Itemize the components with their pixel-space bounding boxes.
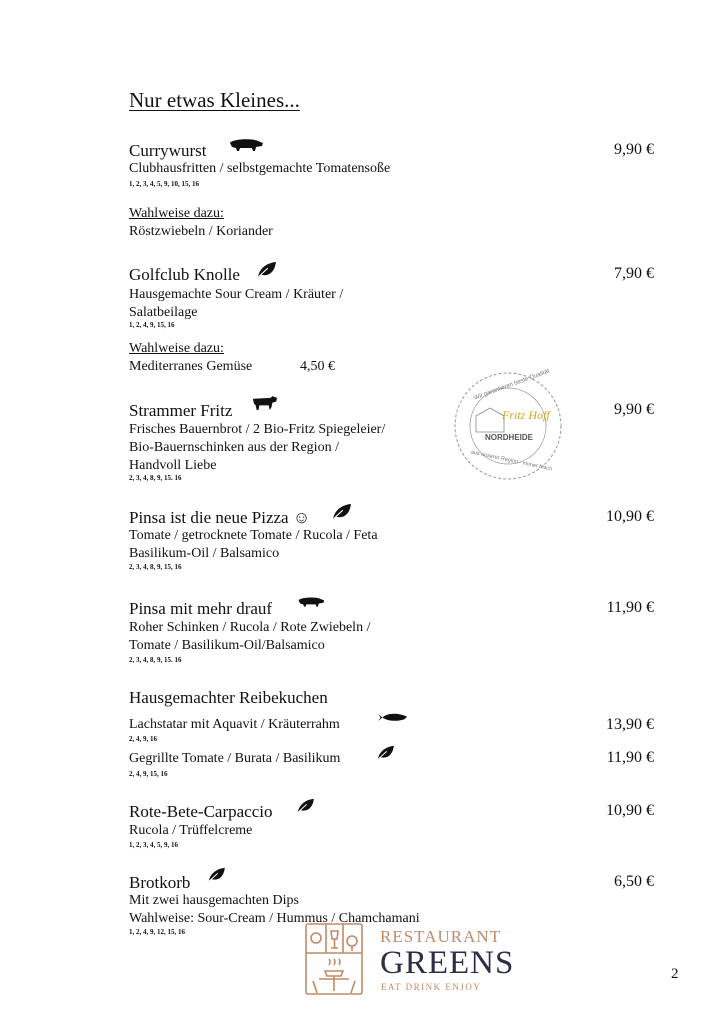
item-description: Tomate / getrocknete Tomate / Rucola / Feta [129, 528, 378, 543]
leaf-icon [330, 503, 352, 521]
option-price: 4,50 € [300, 359, 335, 374]
allergens: 2, 3, 4, 8, 9, 15. 16 [129, 474, 182, 482]
item-name: Brotkorb [129, 873, 191, 892]
item-description: Tomate / Basilikum-Oil/Balsamico [129, 638, 325, 653]
item-price: 10,90 € [606, 508, 654, 525]
option-label: Wahlweise dazu: [129, 341, 224, 356]
option-text: Röstzwiebeln / Koriander [129, 224, 273, 239]
item-description: Basilikum-Oil / Balsamico [129, 546, 280, 561]
item-name: Pinsa ist die neue Pizza ☺ [129, 508, 311, 527]
fritz-hoff-quality-stamp [452, 370, 564, 482]
restaurant-greens-logo-icon [305, 923, 363, 995]
stamp-top-text: Wir garantieren beste Qualität [473, 368, 551, 402]
item-price: 6,50 € [614, 873, 654, 890]
allergens: 2, 3, 4, 8, 9, 15. 16 [129, 656, 182, 664]
allergens: 1, 2, 3, 4, 5, 9, 10, 15, 16 [129, 180, 199, 188]
allergens: 1, 2, 4, 9, 12, 15, 16 [129, 928, 185, 936]
leaf-icon [255, 261, 277, 279]
logo-greens-text: GREENS [380, 945, 515, 981]
item-variant: Lachstatar mit Aquavit / Kräuterrahm [129, 717, 340, 732]
allergens: 1, 2, 4, 9, 15, 16 [129, 321, 175, 329]
item-price: 9,90 € [614, 141, 654, 158]
item-name: Pinsa mit mehr drauf [129, 599, 273, 618]
item-price: 11,90 € [606, 749, 654, 766]
stamp-bottom-text: aus unserer Region · immer frisch [470, 449, 553, 473]
page-number: 2 [671, 966, 679, 982]
leaf-icon [295, 798, 315, 814]
item-description: Frisches Bauernbrot / 2 Bio-Fritz Spiegeleier/ [129, 422, 386, 437]
pig-icon [228, 138, 264, 152]
leaf-icon [206, 867, 226, 883]
item-description: Handvoll Liebe [129, 458, 217, 473]
stamp-brand: Fritz Hoff [502, 408, 550, 422]
option-label: Wahlweise dazu: [129, 206, 224, 221]
cow-icon [252, 396, 278, 411]
item-description: Clubhausfritten / selbstgemachte Tomatensoße [129, 161, 391, 176]
item-name: Rote-Bete-Carpaccio [129, 802, 273, 821]
page-title: Nur etwas Kleines... [129, 88, 300, 112]
item-price: 13,90 € [606, 716, 654, 733]
stamp-region: NORDHEIDE [485, 433, 534, 442]
item-variant: Gegrillte Tomate / Burata / Basilikum [129, 751, 341, 766]
item-name: Strammer Fritz [129, 401, 233, 420]
item-description: Hausgemachte Sour Cream / Kräuter / [129, 287, 344, 302]
pig-icon [297, 596, 325, 608]
option-text: Mediterranes Gemüse [129, 359, 253, 374]
item-price: 9,90 € [614, 401, 654, 418]
item-description: Mit zwei hausgemachten Dips [129, 893, 299, 908]
item-price: 10,90 € [606, 802, 654, 819]
logo-restaurant-text: RESTAURANT [380, 927, 502, 946]
item-name: Golfclub Knolle [129, 265, 240, 284]
leaf-icon [375, 745, 395, 761]
item-price: 7,90 € [614, 265, 654, 282]
allergens: 2, 4, 9, 16 [129, 735, 157, 743]
item-description: Wahlweise: Sour-Cream / Hummus / Chamchamani [129, 911, 420, 926]
fish-icon [378, 712, 408, 723]
allergens: 1, 2, 3, 4, 5, 9, 16 [129, 841, 178, 849]
item-description: Bio-Bauernschinken aus der Region / [129, 440, 339, 455]
section-heading: Hausgemachter Reibekuchen [129, 688, 328, 707]
allergens: 2, 3, 4, 8, 9, 15, 16 [129, 563, 182, 571]
logo-tagline: EAT DRINK ENJOY [381, 982, 482, 992]
item-description: Roher Schinken / Rucola / Rote Zwiebeln / [129, 620, 371, 635]
allergens: 2, 4, 9, 15, 16 [129, 770, 168, 778]
item-description: Salatbeilage [129, 305, 198, 320]
item-name: Currywurst [129, 141, 207, 160]
item-price: 11,90 € [606, 599, 654, 616]
item-description: Rucola / Trüffelcreme [129, 823, 253, 838]
